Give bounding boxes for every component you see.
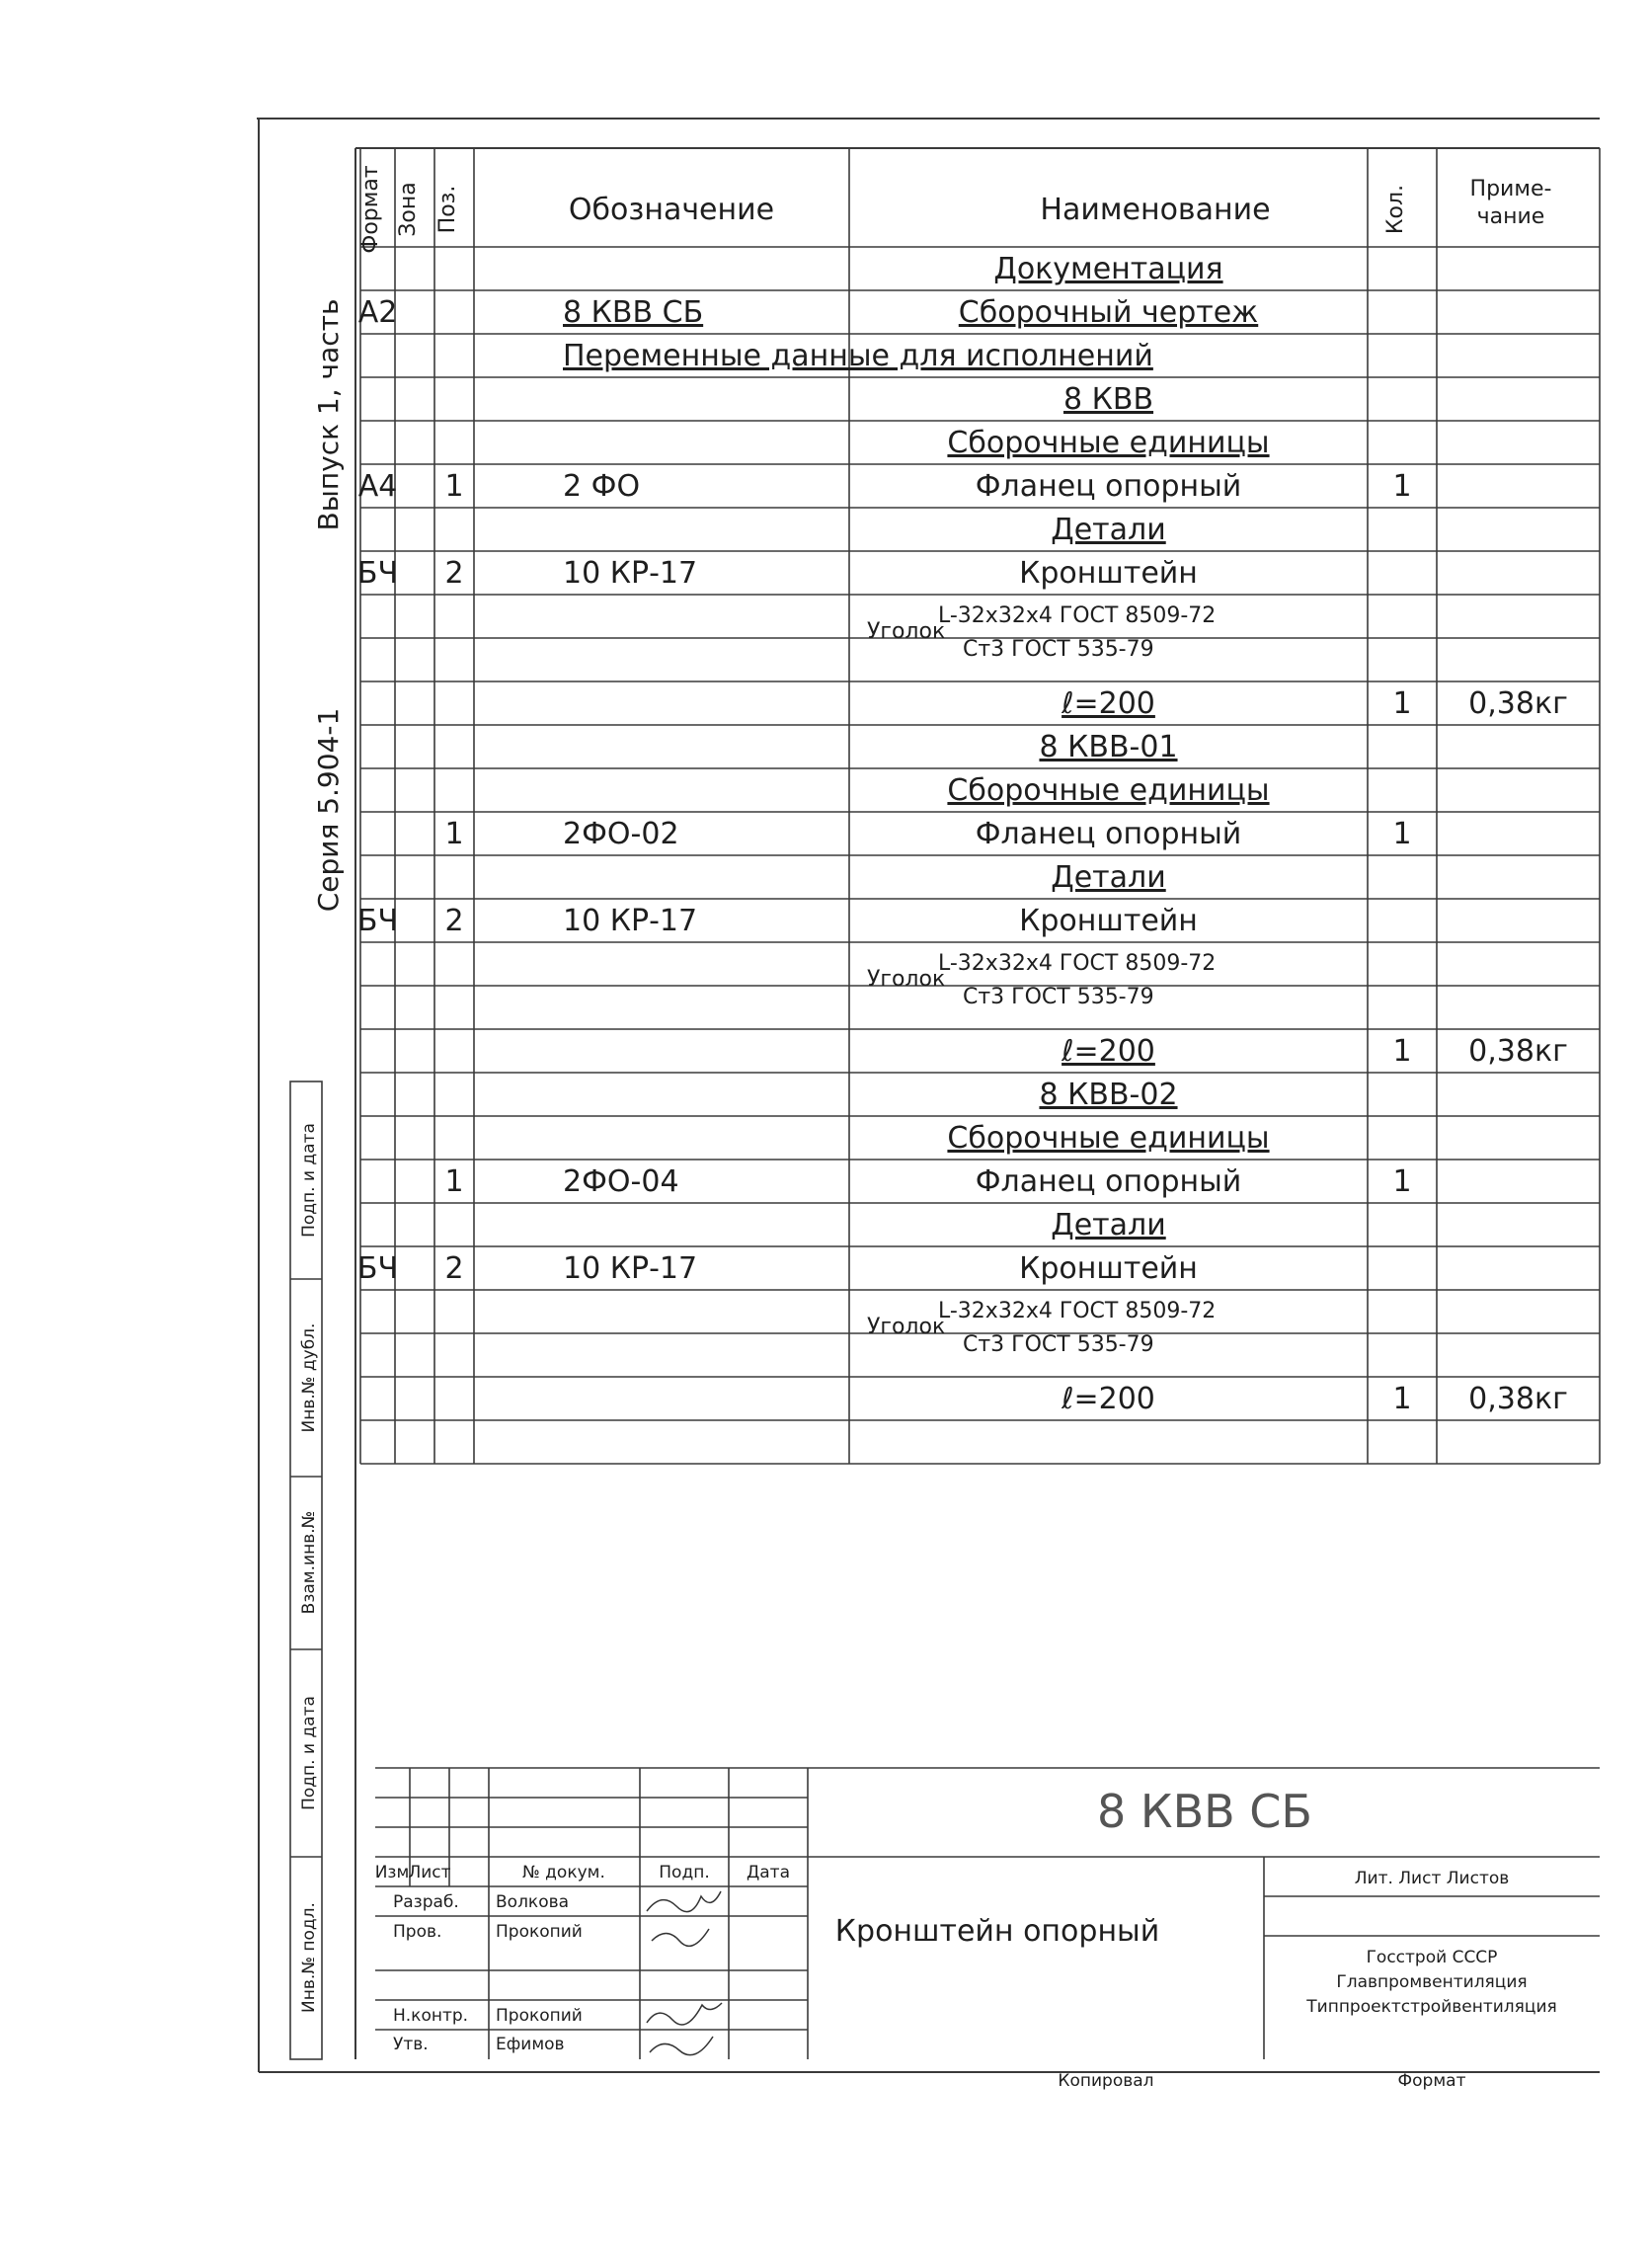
cell-name: Детали <box>1051 1208 1166 1242</box>
cell-pos: 1 <box>444 817 464 851</box>
cell-designation: 10 КР-17 <box>563 1251 698 1286</box>
tb-sig-role-1: Пров. <box>393 1922 442 1942</box>
cell-qty: 1 <box>1392 817 1412 851</box>
cell-designation: 10 КР-17 <box>563 904 698 938</box>
header-designation: Обозначение <box>568 193 775 227</box>
cell-material-prefix: Уголок <box>867 967 946 992</box>
cell-name: Сборочный чертеж <box>958 295 1259 330</box>
tb-org-1: Главпромвентиляция <box>1336 1972 1528 1992</box>
table-row <box>867 603 1216 662</box>
table-header <box>358 165 1551 253</box>
cell-format: БЧ <box>356 1251 399 1286</box>
cell-name: 8 КВВ <box>1062 382 1154 417</box>
cell-qty: 1 <box>1392 469 1412 504</box>
cell-designation: 10 КР-17 <box>563 556 698 591</box>
tb-header-izm: Изм <box>374 1863 410 1882</box>
cell-name: Кронштейн <box>1019 904 1198 938</box>
cell-designation: 8 КВВ СБ <box>563 295 704 330</box>
cell-name: Сборочные единицы <box>947 426 1270 460</box>
cell-pos: 2 <box>444 556 464 591</box>
stamp-label-0: Инв.№ подл. <box>299 1902 319 2013</box>
header-note-2: чание <box>1476 204 1545 229</box>
cell-material-prefix: Уголок <box>867 1315 946 1339</box>
cell-name: ℓ=200 <box>1062 1034 1155 1069</box>
spec-rows <box>357 252 1568 1416</box>
cell-qty: 1 <box>1392 1164 1412 1199</box>
header-format: Формат <box>358 165 383 254</box>
table-row <box>1051 860 1165 895</box>
table-row <box>357 904 1198 938</box>
cell-material-line1: L-32x32x4 ГОСТ 8509-72 <box>938 951 1217 976</box>
tb-sig-name-3: Прокопий <box>496 2006 583 2026</box>
cell-material-line1: L-32x32x4 ГОСТ 8509-72 <box>938 1299 1217 1323</box>
cell-qty: 1 <box>1392 1382 1412 1416</box>
tb-format: Формат <box>1397 2071 1466 2091</box>
cell-format: А4 <box>357 469 398 504</box>
tb-header-date: Дата <box>746 1863 791 1882</box>
table-row <box>357 556 1198 591</box>
document-number: 8 КВВ СБ <box>1097 1785 1312 1838</box>
cell-format: БЧ <box>356 556 399 591</box>
cell-name: 8 КВВ-02 <box>1039 1078 1178 1112</box>
cell-note: 0,38кг <box>1468 686 1568 721</box>
tb-sig-name-4: Ефимов <box>496 2035 565 2054</box>
cell-note: 0,38кг <box>1468 1034 1568 1069</box>
table-row <box>1039 730 1177 764</box>
table-row <box>867 951 1216 1009</box>
cell-note: 0,38кг <box>1468 1382 1568 1416</box>
cell-name: Кронштейн <box>1019 1251 1198 1286</box>
table-row <box>1061 686 1568 721</box>
cell-qty: 1 <box>1392 686 1412 721</box>
table-row <box>357 1251 1198 1286</box>
tb-lit-sheet: Лит. Лист Листов <box>1354 1869 1510 1888</box>
cell-name: Сборочные единицы <box>947 1121 1270 1156</box>
cell-material-line1: L-32x32x4 ГОСТ 8509-72 <box>938 603 1217 628</box>
stamp-labels <box>299 1123 319 2013</box>
table-row <box>1061 1382 1568 1416</box>
table-row <box>993 252 1222 286</box>
cell-designation: 2 ФО <box>563 469 641 504</box>
cell-format: А2 <box>357 295 398 330</box>
cell-name: Детали <box>1051 860 1166 895</box>
stamp-label-4: Подп. и дата <box>299 1123 319 1238</box>
cell-pos: 2 <box>444 1251 464 1286</box>
cell-material-prefix: Уголок <box>867 619 946 644</box>
cell-designation: 2ФО-04 <box>563 1164 679 1199</box>
signature-mark-3 <box>650 2037 713 2055</box>
cell-name: Документация <box>993 252 1223 286</box>
header-zone: Зона <box>396 182 421 237</box>
signature-mark-2 <box>647 2003 722 2025</box>
cell-variable-data-heading: Переменные данные для исполнений <box>563 339 1153 373</box>
cell-name: Кронштейн <box>1019 556 1198 591</box>
cell-material-line2: Ст3 ГОСТ 535-79 <box>963 637 1154 662</box>
table-row <box>1063 382 1153 417</box>
cell-format: БЧ <box>356 904 399 938</box>
cell-name: ℓ=200 <box>1062 686 1155 721</box>
table-row <box>563 339 1153 373</box>
side-label-series: Серия 5.904-1 <box>312 707 345 913</box>
cell-name: Сборочные единицы <box>947 773 1270 808</box>
stamp-label-2: Взам.инв.№ <box>299 1510 319 1615</box>
signature-mark-1 <box>652 1929 709 1946</box>
tb-header-list: Лист <box>408 1863 451 1882</box>
cell-name: Фланец опорный <box>975 1164 1242 1199</box>
cell-material-line2: Ст3 ГОСТ 535-79 <box>963 985 1154 1009</box>
table-row <box>947 426 1269 460</box>
cell-pos: 1 <box>444 1164 464 1199</box>
cell-pos: 1 <box>444 469 464 504</box>
cell-name: Фланец опорный <box>975 469 1242 504</box>
tb-org-0: Госстрой СССР <box>1366 1948 1498 1967</box>
tb-sig-name-1: Прокопий <box>496 1922 583 1942</box>
cell-pos: 2 <box>444 904 464 938</box>
header-name: Наименование <box>1040 193 1271 227</box>
header-qty: Кол. <box>1383 184 1408 235</box>
table-row <box>1051 1208 1165 1242</box>
table-row <box>358 469 1412 504</box>
table-row <box>444 817 1411 851</box>
table-row <box>444 1164 1411 1199</box>
document-title: Кронштейн опорный <box>834 1914 1160 1949</box>
header-note: Приме- <box>1469 177 1552 201</box>
table-row <box>1051 513 1165 547</box>
tb-header-sign: Подп. <box>659 1863 710 1882</box>
table-row <box>358 295 1259 330</box>
table-row <box>867 1299 1216 1357</box>
side-label-issue: Выпуск 1, часть <box>312 298 345 531</box>
cell-qty: 1 <box>1392 1034 1412 1069</box>
title-block-text <box>375 1785 1557 2091</box>
stamp-label-3: Инв.№ дубл. <box>299 1322 319 1433</box>
tb-sig-role-0: Разраб. <box>393 1892 459 1912</box>
signature-mark-0 <box>647 1891 721 1912</box>
cell-name: Фланец опорный <box>975 817 1242 851</box>
table-row <box>947 773 1269 808</box>
cell-name: ℓ=200 <box>1062 1382 1155 1416</box>
cell-name: 8 КВВ-01 <box>1039 730 1178 764</box>
tb-sig-role-4: Утв. <box>393 2035 429 2054</box>
cell-designation: 2ФО-02 <box>563 817 679 851</box>
cell-material-line2: Ст3 ГОСТ 535-79 <box>963 1332 1154 1357</box>
tb-copied: Копировал <box>1058 2071 1154 2091</box>
table-row <box>1061 1034 1568 1069</box>
tb-sig-name-0: Волкова <box>496 1892 570 1912</box>
table-row <box>947 1121 1269 1156</box>
tb-header-doc: № докум. <box>522 1863 605 1882</box>
tb-sig-role-3: Н.контр. <box>393 2006 469 2026</box>
stamp-label-1: Подп. и дата <box>299 1696 319 1810</box>
tb-org-2: Типпроектстройвентиляция <box>1306 1997 1557 2017</box>
side-labels <box>312 299 345 913</box>
table-row <box>1039 1078 1177 1112</box>
sheet-frame <box>257 119 1600 2072</box>
header-pos: Поз. <box>435 185 460 234</box>
cell-name: Детали <box>1051 513 1166 547</box>
